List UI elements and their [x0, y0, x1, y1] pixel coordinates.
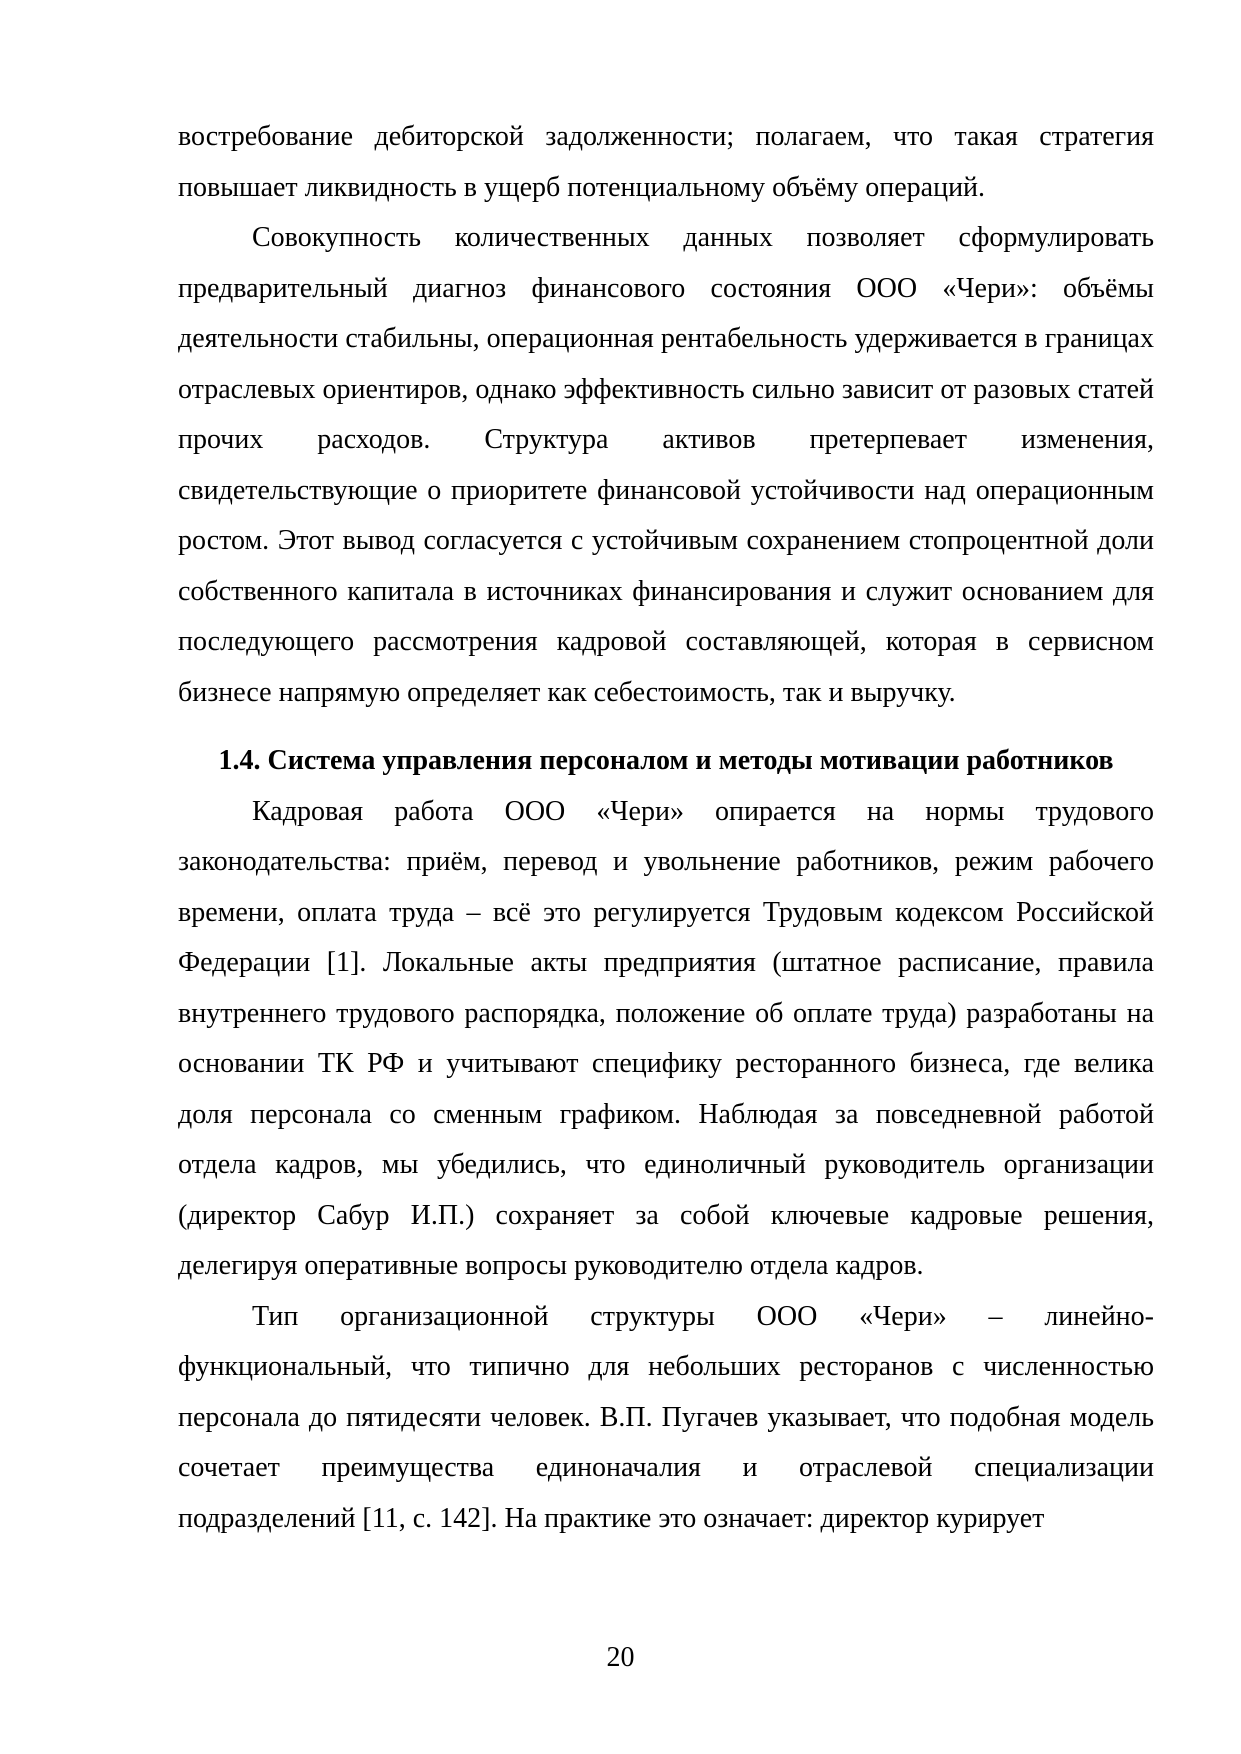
paragraph-financial-diagnosis: Совокупность количественных данных позволяет сформулировать предварительный диагноз финансового состояния ООО «Чери»: объёмы деятельности стабильны, операционная рентабельность удерживается в границах отраслевых ориентиров, однако эффективность сильно зависит от разовых статей прочих расходов. Структура активов претерпевает изменения, свидетельствующие о приоритете финансовой устойчивости над операционным ростом. Этот вывод согласуется с устойчивым сохранением стопроцентной доли собственного капитала в источниках финансирования и служит основанием для последующего рассмотрения кадровой составляющей, которая в сервисном бизнесе напрямую определяет как себестоимость, так и выручку.: [178, 222, 1154, 708]
paragraph-continuation: востребование дебиторской задолженности; полагаем, что такая стратегия повышает ликвидность в ущерб потенциальному объёму операций.: [178, 121, 1154, 203]
paragraph-org-structure: Тип организационной структуры ООО «Чери» – линейно-функциональный, что типично для небольших ресторанов с численностью персонала до пятидесяти человек. В.П. Пугачев указывает, что подобная модель сочетает преимущества единоначалия и отраслевой специализации подразделений [11, с. 142]. На практике это означает: директор курирует: [178, 1300, 1154, 1534]
page-number: 20: [606, 1642, 635, 1673]
paragraph-hr-legal-basis: Кадровая работа ООО «Чери» опирается на нормы трудового законодательства: приём, перевод и увольнение работников, режим рабочего времени, оплата труда – всё это регулируется Трудовым кодексом Российской Федерации [1]. Локальные акты предприятия (штатное расписание, правила внутреннего трудового распорядка, положение об оплате труда) разработаны на основании ТК РФ и учитывают специфику ресторанного бизнеса, где велика доля персонала со сменным графиком. Наблюдая за повседневной работой отдела кадров, мы убедились, что единоличный руководитель организации (директор Сабур И.П.) сохраняет за собой ключевые кадровые решения, делегируя оперативные вопросы руководителю отдела кадров.: [178, 795, 1154, 1281]
document-page: [178, 112, 1154, 1544]
section-heading: 1.4. Система управления персоналом и методы мотивации работников: [218, 745, 1114, 776]
